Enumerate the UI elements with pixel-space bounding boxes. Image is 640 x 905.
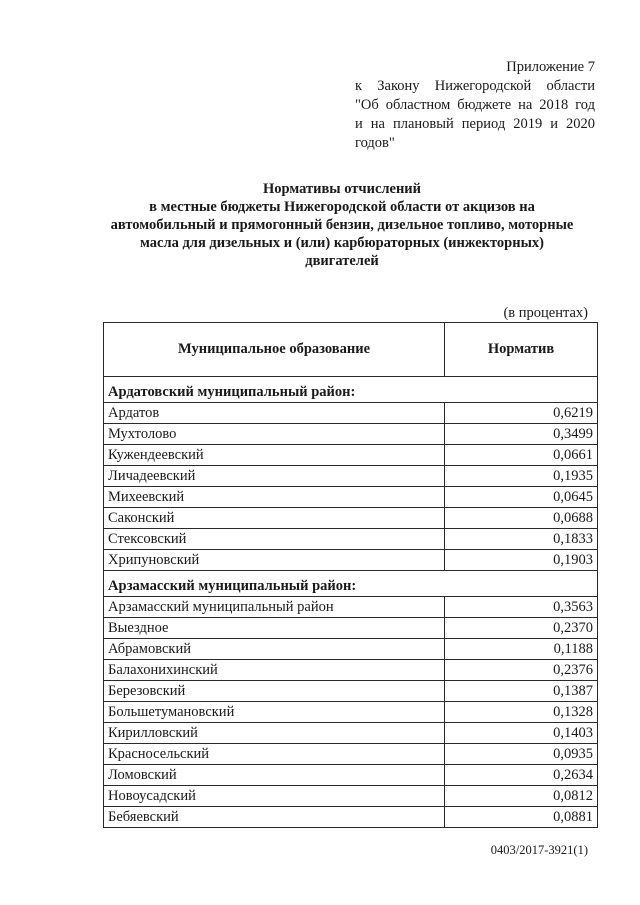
header-municipality: Муниципальное образование — [104, 323, 445, 377]
municipality-name: Кирилловский — [104, 723, 445, 744]
group-heading-row — [104, 382, 598, 403]
table-row — [104, 660, 598, 681]
table-row — [104, 765, 598, 786]
municipality-name: Балахонихинский — [104, 660, 445, 681]
table-row — [104, 639, 598, 660]
table-row — [104, 618, 598, 639]
title-line: автомобильный и прямогонный бензин, дизельное топливо, моторные — [110, 217, 574, 233]
group-heading: Ардатовский муниципальный район: — [104, 382, 598, 403]
municipality-name: Кужендеевский — [104, 445, 445, 466]
municipality-name: Большетумановский — [104, 702, 445, 723]
title-line: Нормативы отчислений — [262, 181, 422, 197]
title-line: в местные бюджеты Нижегородской области от акцизов на — [149, 199, 535, 215]
header-norm: Норматив — [445, 323, 598, 377]
table-row — [104, 681, 598, 702]
norm-value: 0,1188 — [445, 639, 598, 660]
municipality-name: Саконский — [104, 508, 445, 529]
norm-value: 0,3563 — [445, 597, 598, 618]
group-heading: Арзамасский муниципальный район: — [104, 576, 598, 597]
norm-value: 0,0881 — [445, 807, 598, 828]
table-row — [104, 529, 598, 550]
table-row — [104, 702, 598, 723]
table-row — [104, 744, 598, 765]
municipality-name: Ломовский — [104, 765, 445, 786]
title-line: двигателей — [305, 253, 379, 269]
units-note: (в процентах) — [503, 305, 588, 321]
municipality-name: Хрипуновский — [104, 550, 445, 571]
norm-value: 0,1833 — [445, 529, 598, 550]
norm-value: 0,6219 — [445, 403, 598, 424]
municipality-name: Личадеевский — [104, 466, 445, 487]
municipality-name: Новоусадский — [104, 786, 445, 807]
table-row — [104, 723, 598, 744]
table-row — [104, 487, 598, 508]
table-row — [104, 508, 598, 529]
norm-value: 0,1387 — [445, 681, 598, 702]
title-line: масла для дизельных и (или) карбюраторных (инжекторных) — [140, 235, 544, 251]
table-body — [104, 377, 598, 828]
table-header-row — [104, 323, 598, 377]
appendix-line: "Об областном бюджете на 2018 год — [355, 97, 595, 113]
norm-value: 0,1328 — [445, 702, 598, 723]
municipality-name: Мухтолово — [104, 424, 445, 445]
table-row — [104, 445, 598, 466]
group-heading-row — [104, 576, 598, 597]
table-row — [104, 786, 598, 807]
appendix-reference — [355, 58, 595, 153]
norm-value: 0,0661 — [445, 445, 598, 466]
appendix-line: годов" — [355, 135, 395, 151]
table-row — [104, 403, 598, 424]
municipality-name: Михеевский — [104, 487, 445, 508]
municipality-name: Стексовский — [104, 529, 445, 550]
norms-table — [103, 322, 598, 828]
municipality-name: Выездное — [104, 618, 445, 639]
municipality-name: Березовский — [104, 681, 445, 702]
document-number: 0403/2017-3921(1) — [490, 843, 588, 857]
table-row — [104, 597, 598, 618]
norm-value: 0,1403 — [445, 723, 598, 744]
norm-value: 0,2376 — [445, 660, 598, 681]
municipality-name: Арзамасский муниципальный район — [104, 597, 445, 618]
norm-value: 0,1935 — [445, 466, 598, 487]
norm-value: 0,0812 — [445, 786, 598, 807]
table-row — [104, 466, 598, 487]
norm-value: 0,1903 — [445, 550, 598, 571]
municipality-name: Красносельский — [104, 744, 445, 765]
municipality-name: Абрамовский — [104, 639, 445, 660]
table-row — [104, 550, 598, 571]
norm-value: 0,2370 — [445, 618, 598, 639]
norm-value: 0,2634 — [445, 765, 598, 786]
appendix-line: к Закону Нижегородской области — [355, 78, 595, 94]
table-row — [104, 424, 598, 445]
norm-value: 0,3499 — [445, 424, 598, 445]
norm-value: 0,0935 — [445, 744, 598, 765]
municipality-name: Бебяевский — [104, 807, 445, 828]
appendix-line: и на плановый период 2019 и 2020 — [355, 116, 595, 132]
document-title — [80, 180, 604, 270]
municipality-name: Ардатов — [104, 403, 445, 424]
appendix-line: Приложение 7 — [506, 59, 595, 75]
norm-value: 0,0688 — [445, 508, 598, 529]
norm-value: 0,0645 — [445, 487, 598, 508]
table-row — [104, 807, 598, 828]
